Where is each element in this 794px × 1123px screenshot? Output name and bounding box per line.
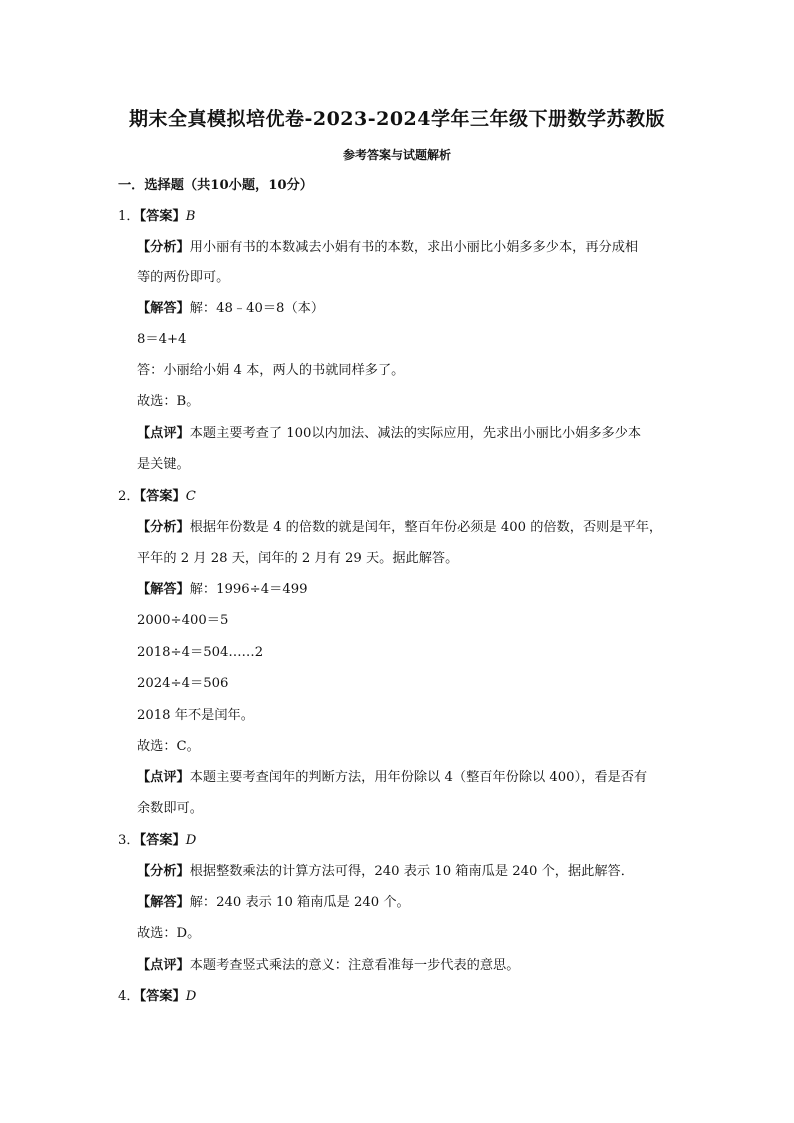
q3-review-tag: 【点评】 (137, 958, 190, 973)
q2-review-tag: 【点评】 (137, 770, 190, 785)
q3-analysis-tag: 【分析】 (137, 864, 190, 879)
q1-analysis-cont: 等的两份即可。 (137, 270, 230, 285)
q2-analysis-tag: 【分析】 (137, 520, 190, 535)
q4-answer-line (118, 987, 196, 1007)
q2-solution-line (137, 580, 307, 600)
q2-review-line (137, 768, 647, 788)
q1-review-line (137, 424, 641, 444)
q2-review-cont: 余数即可。 (137, 801, 203, 816)
q2-review-text: 本题主要考查闰年的判断方法，用年份除以 4（整百年份除以 400），看是否有 (189, 770, 648, 785)
q3-analysis-text: 根据整数乘法的计算方法可得，240 表示 10 箱南瓜是 240 个，据此解答． (189, 864, 634, 879)
q4-number: 4． (118, 989, 140, 1004)
q3-analysis-line (137, 862, 634, 882)
q1-review-cont: 是关键。 (137, 457, 190, 472)
q2-solution-tag: 【解答】 (137, 582, 190, 597)
q1-review-tag: 【点评】 (137, 426, 190, 441)
q3-number: 3． (118, 833, 140, 848)
q3-solution-tag: 【解答】 (137, 895, 190, 910)
q1-review-text: 本题主要考查了 100以内加法、减法的实际应用，先求出小丽比小娟多多少本 (189, 426, 642, 441)
q3-choice: 故选：D。 (137, 926, 201, 941)
q2-analysis-line (137, 518, 662, 538)
q4-answer-tag: 【答案】 (139, 989, 186, 1004)
section-heading: 一．选择题（共10小题，10分） (118, 178, 313, 193)
page-subtitle: 参考答案与试题解析 (342, 148, 451, 162)
q2-solution-text: 解：1996÷4＝499 (189, 582, 308, 597)
q1-number: 1． (118, 209, 140, 224)
page-title: 期末全真模拟培优卷-2023-2024学年三年级下册数学苏教版 (128, 108, 666, 130)
q3-review-text: 本题考查竖式乘法的意义：注意看准每一步代表的意思。 (189, 958, 520, 973)
q1-solution-step: 8＝4+4 (137, 332, 187, 347)
q1-answer-tag: 【答案】 (139, 209, 186, 224)
q2-answer: C (185, 489, 196, 504)
q2-analysis-cont: 平年的 2 月 28 天，闰年的 2 月有 29 天。据此解答。 (137, 551, 459, 566)
q3-solution-text: 解：240 表示 10 箱南瓜是 240 个。 (189, 895, 410, 910)
q1-solution-tag: 【解答】 (137, 301, 190, 316)
q4-answer: D (185, 989, 197, 1004)
q3-answer-tag: 【答案】 (139, 833, 186, 848)
q1-solution-conclusion: 答：小丽给小娟 4 本，两人的书就同样多了。 (137, 363, 405, 378)
q1-analysis-tag: 【分析】 (137, 240, 190, 255)
q1-analysis-text: 用小丽有书的本数减去小娟有书的本数，求出小丽比小娟多多少本，再分成相 (189, 240, 639, 255)
q2-answer-line (118, 487, 196, 507)
q2-answer-tag: 【答案】 (139, 489, 186, 504)
q1-analysis-line (137, 238, 638, 258)
q2-choice: 故选：C。 (137, 739, 200, 754)
q2-number: 2． (118, 489, 140, 504)
q1-answer-line (118, 207, 195, 227)
q3-review-line (137, 956, 519, 976)
q1-solution-line (137, 299, 324, 319)
q3-solution-line (137, 893, 410, 913)
q1-choice: 故选：B。 (137, 394, 200, 409)
q1-solution-text: 解：48﹣40＝8（本） (189, 301, 325, 316)
q2-analysis-text: 根据年份数是 4 的倍数的就是闰年，整百年份必须是 400 的倍数，否则是平年， (189, 520, 663, 535)
q3-answer-line (118, 831, 196, 851)
q2-solution-step-2: 2018÷4＝504……2 (137, 645, 264, 660)
q2-solution-conclusion: 2018 年不是闰年。 (137, 708, 254, 723)
q2-solution-step-1: 2000÷400＝5 (137, 613, 229, 628)
q3-answer: D (185, 833, 197, 848)
q2-solution-step-3: 2024÷4＝506 (137, 676, 229, 691)
q1-answer: B (185, 209, 196, 224)
